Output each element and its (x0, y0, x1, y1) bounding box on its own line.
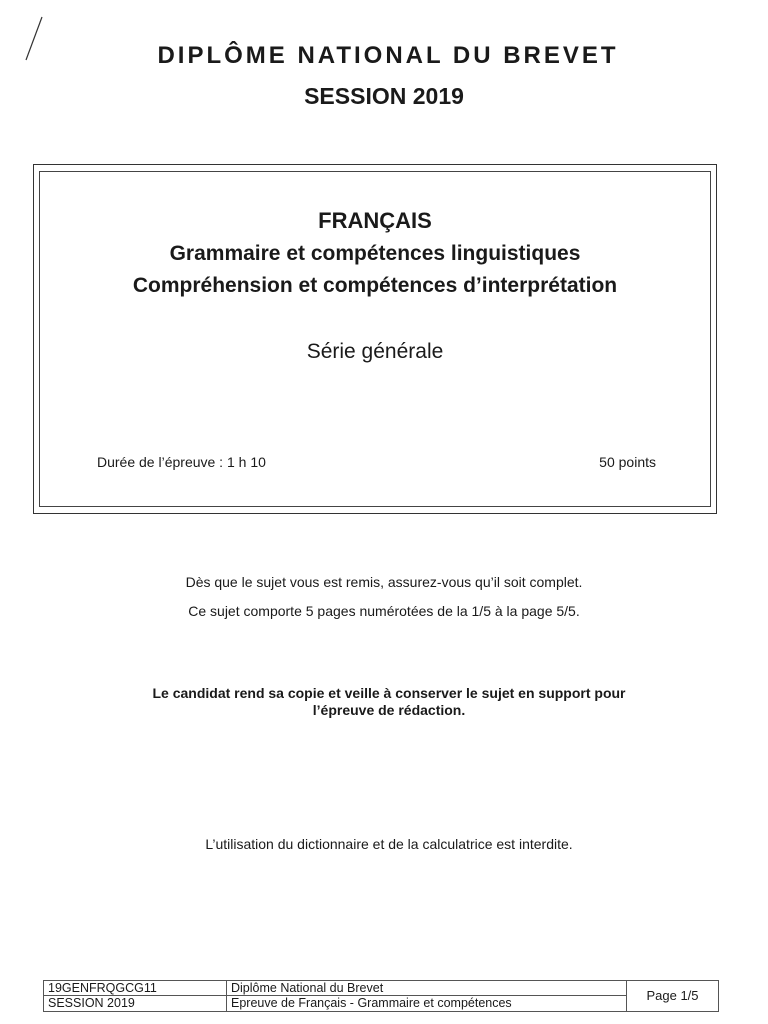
subject-line-comprehension: Compréhension et compétences d’interprétation (132, 274, 618, 297)
page-footer (43, 980, 719, 1012)
candidate-notice (0, 685, 768, 719)
subject-frame (33, 164, 717, 514)
footer-subject-code: 19GENFRQGCG11 (44, 981, 227, 996)
footer-diploma: Diplôme National du Brevet (227, 981, 627, 996)
instruction-completeness: Dès que le sujet vous est remis, assurez-vous qu’il soit complet. (185, 574, 583, 590)
notice-line-1: Le candidat rend sa copie et veille à conserver le sujet en support pour (152, 685, 626, 701)
subject-line-grammar: Grammaire et compétences linguistiques (169, 242, 581, 265)
subject-block (40, 208, 710, 364)
subject-frame-inner (39, 171, 711, 507)
footer-epreuve: Epreuve de Français - Grammaire et compétences (227, 996, 627, 1011)
session-title: SESSION 2019 (304, 83, 464, 109)
instructions (0, 574, 768, 632)
dictionary-calculator-rule: L’utilisation du dictionnaire et de la calculatrice est interdite. (205, 836, 573, 852)
footer-page-number: Page 1/5 (646, 988, 699, 1003)
footer-session: SESSION 2019 (44, 996, 227, 1011)
notice-line-2: l’épreuve de rédaction. (312, 702, 466, 718)
exam-header (0, 42, 768, 110)
exam-duration: Durée de l’épreuve : 1 h 10 (97, 454, 266, 470)
subject-title: FRANÇAIS (318, 208, 432, 233)
series-label: Série générale (306, 340, 444, 363)
instruction-page-count: Ce sujet comporte 5 pages numérotées de la 1/5 à la page 5/5. (188, 603, 580, 619)
exam-points: 50 points (599, 454, 656, 470)
exam-title: DIPLÔME NATIONAL DU BREVET (157, 42, 619, 69)
